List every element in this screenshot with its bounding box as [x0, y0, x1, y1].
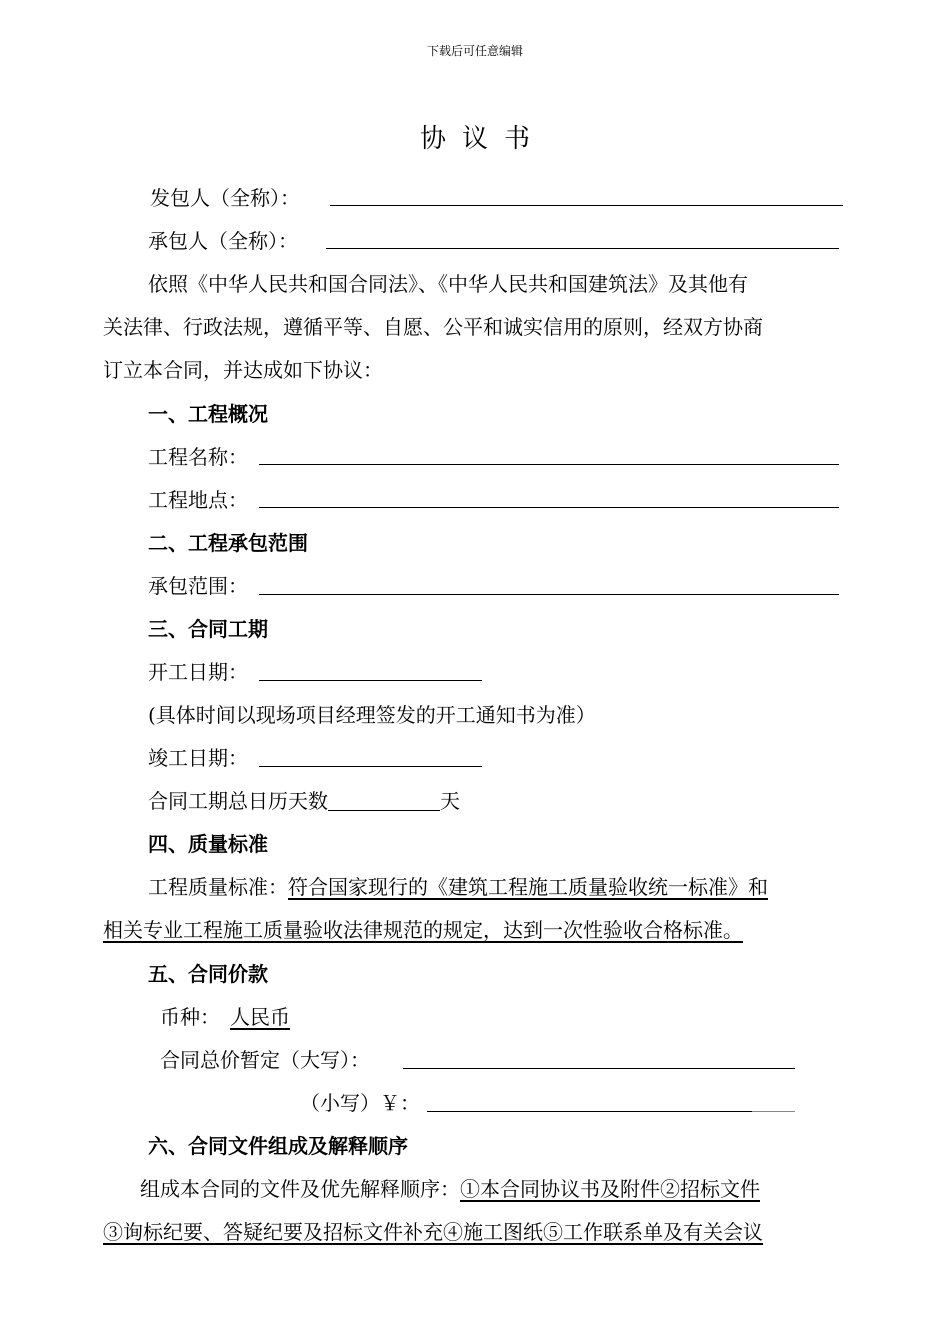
- section-3-heading: 三、合同工期: [148, 617, 268, 641]
- total-big-label: 合同总价暂定（大写）：: [160, 1048, 370, 1072]
- contractor-label: 承包人（全称）：: [148, 229, 298, 253]
- preamble-line-1: 依照《中华人民共和国合同法》、《中华人民共和国建筑法》及其他有: [148, 272, 748, 296]
- employer-blank[interactable]: [330, 205, 843, 206]
- section-2-heading: 二、工程承包范围: [148, 531, 308, 555]
- documents-text-2: ③询标纪要、答疑纪要及招标文件补充④施工图纸⑤工作联系单及有关会议: [103, 1220, 763, 1244]
- quality-label: 工程质量标准：: [148, 875, 288, 899]
- project-name-blank[interactable]: [259, 464, 839, 465]
- documents-label: 组成本合同的文件及优先解释顺序：: [140, 1177, 460, 1201]
- preamble-line-3: 订立本合同，并达成如下协议：: [103, 358, 383, 382]
- end-date-label: 竣工日期：: [148, 746, 248, 770]
- start-date-label: 开工日期：: [148, 660, 248, 684]
- section-1-heading: 一、工程概况: [148, 402, 268, 426]
- total-days-row: [148, 789, 460, 813]
- document-title: 协议书: [419, 124, 546, 154]
- scope-blank[interactable]: [259, 594, 839, 595]
- quality-text-2: 相关专业工程施工质量验收法律规范的规定，达到一次性验收合格标准。: [103, 918, 743, 942]
- currency-label: 币种：: [160, 1005, 220, 1029]
- total-days-prefix: 合同工期总日历天数: [148, 789, 328, 813]
- documents-text-1: ①本合同协议书及附件②招标文件: [460, 1177, 760, 1201]
- project-location-blank[interactable]: [259, 507, 839, 508]
- documents-line-1: [140, 1177, 760, 1201]
- total-small-label: （小写）￥：: [300, 1091, 420, 1115]
- section-4-heading: 四、质量标准: [148, 832, 268, 856]
- total-days-suffix: 天: [440, 789, 460, 813]
- total-big-blank[interactable]: [403, 1068, 795, 1069]
- project-name-label: 工程名称：: [148, 445, 248, 469]
- employer-label: 发包人（全称）：: [150, 186, 300, 210]
- quality-text-1: 符合国家现行的《建筑工程施工质量验收统一标准》和: [288, 875, 768, 899]
- page-header: 下载后可任意编辑: [426, 44, 523, 58]
- preamble-line-2: 关法律、行政法规，遵循平等、自愿、公平和诚实信用的原则，经双方协商: [103, 315, 763, 339]
- quality-line-1: [148, 875, 768, 899]
- contractor-blank[interactable]: [326, 248, 839, 249]
- total-days-blank[interactable]: [328, 790, 440, 811]
- section-6-heading: 六、合同文件组成及解释顺序: [148, 1134, 408, 1158]
- total-small-blank[interactable]: [427, 1111, 752, 1112]
- start-date-note: (具体时间以现场项目经理签发的开工通知书为准）: [148, 703, 596, 727]
- scope-label: 承包范围：: [148, 574, 248, 598]
- start-date-blank[interactable]: [259, 680, 482, 681]
- end-date-blank[interactable]: [259, 766, 482, 767]
- project-location-label: 工程地点：: [148, 488, 248, 512]
- currency-row: [160, 1005, 300, 1029]
- total-small-blank-tail: [752, 1111, 795, 1112]
- currency-value: 人民币: [230, 1005, 290, 1029]
- section-5-heading: 五、合同价款: [148, 962, 268, 986]
